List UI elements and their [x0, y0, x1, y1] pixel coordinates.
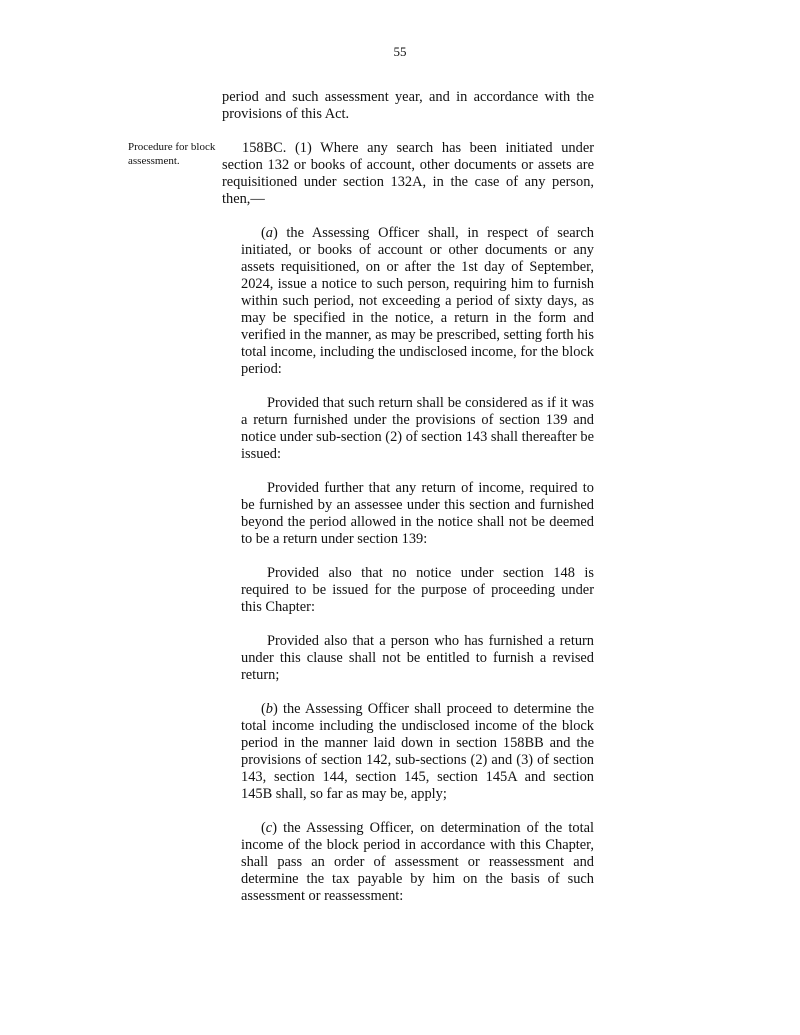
clause-c: (c) the Assessing Officer, on determination of the total income of the block period in accordance with this Chapter, shall pass an order of assessment or reassessment and determine the tax payable by him on the basis of such assessment or reassessment:: [241, 820, 594, 904]
margin-note: Procedure for block assessment.: [128, 141, 216, 167]
section-158bc-intro: 158BC. (1) Where any search has been initiated under section 132 or books of account, other documents or assets are requisitioned under section 132A, in the case of any person, then,—: [222, 140, 594, 207]
clause-a-text: the Assessing Officer shall, in respect of search initiated, or books of account or other documents or any assets requisitioned, on or after the 1st day of September, 2024, issue a notice to such person, requiring him to furnish within such period, not exceeding a period of sixty days, as may be specified in the notice, a return in the form and verified in the manner, as may be prescribed, setting forth his total income, including the undisclosed income, for the block period:: [241, 225, 594, 377]
clause-c-label: c: [265, 820, 273, 836]
clause-b-label: b: [265, 701, 273, 717]
page-number: 55: [393, 44, 407, 59]
clause-a: (a) the Assessing Officer shall, in respect of search initiated, or books of account or other documents or any assets requisitioned, on or after the 1st day of September, 2024, issue a notice to such person, requiring him to furnish within such period, not exceeding a period of sixty days, as may be specified in the notice, a return in the form and verified in the manner, as may be prescribed, setting forth his total income, including the undisclosed income, for the block period:: [241, 225, 594, 377]
clause-a-label: a: [265, 225, 273, 241]
clause-b-text: the Assessing Officer shall proceed to determine the total income including the undisclosed income of the block period in the manner laid down in section 158BB and the provisions of section 142, sub-sections (2) and (3) of section 143, section 144, section 145, section 145A and section 145B shall, so far as may be, apply;: [241, 701, 594, 802]
clause-b: (b) the Assessing Officer shall proceed to determine the total income including the undisclosed income of the block period in the manner laid down in section 158BB and the provisions of section 142, sub-sections (2) and (3) of section 143, section 144, section 145, section 145A and section 145B shall, so far as may be, apply;: [241, 701, 594, 802]
proviso-3: Provided also that no notice under section 148 is required to be issued for the purpose of proceeding under this Chapter:: [241, 565, 594, 615]
proviso-1: Provided that such return shall be considered as if it was a return furnished under the provisions of section 139 and notice under sub-section (2) of section 143 shall thereafter be issued:: [241, 395, 594, 462]
clause-c-text: the Assessing Officer, on determination of the total income of the block period in accordance with this Chapter, shall pass an order of assessment or reassessment and determine the tax payable by him on the basis of such assessment or reassessment:: [241, 820, 594, 904]
proviso-2: Provided further that any return of income, required to be furnished by an assessee under this section and furnished beyond the period allowed in the notice shall not be deemed to be a return under section 139:: [241, 480, 594, 547]
paragraph-continuation: period and such assessment year, and in accordance with the provisions of this Act.: [222, 89, 594, 122]
proviso-4: Provided also that a person who has furnished a return under this clause shall not be entitled to furnish a revised return;: [241, 633, 594, 683]
